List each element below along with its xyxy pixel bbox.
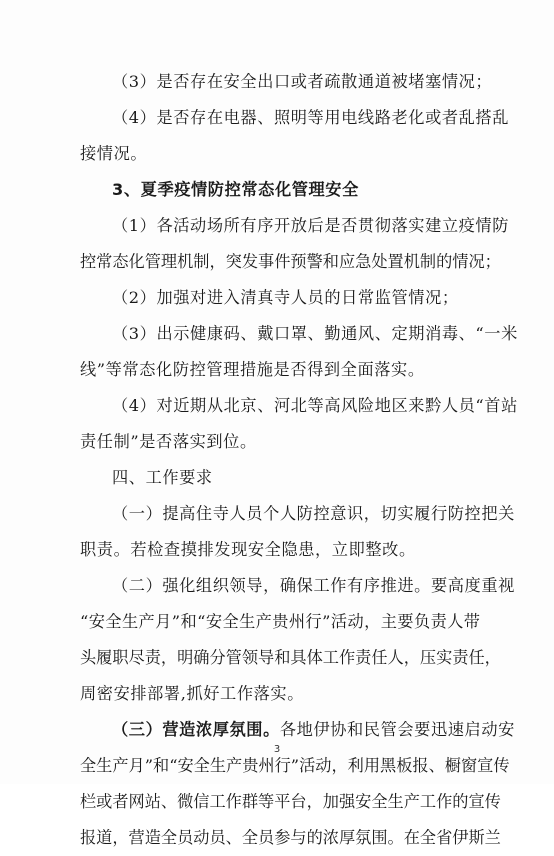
paragraph-text: 各地伊协和民管会要迅速启动安 [279,720,515,739]
text-line: 线”等常态化防控管理措施是否得到全面落实。 [80,360,425,379]
text-line: 职责。若检查摸排发现安全隐患，立即整改。 [80,540,416,559]
text-line: （3）出示健康码、戴口罩、勤通风、定期消毒、“一米 [112,324,518,343]
text-line: 全生产月”和“安全生产贵州行”活动，利用黑板报、橱窗宣传 [80,756,510,775]
page-number: 3 [273,744,281,755]
text-line: 接情况。 [80,144,148,163]
text-line: 责任制”是否落实到位。 [80,432,257,451]
text-line: “安全生产月”和“安全生产贵州行”活动，主要负责人带 [80,612,480,631]
text-line: （一）提高住寺人员个人防控意识，切实履行防控把关 [112,504,515,523]
section-heading: 3、夏季疫情防控常态化管理安全 [112,180,359,199]
text-line [80,712,515,748]
text-line: 头履职尽责，明确分管领导和具体工作责任人，压实责任， [80,648,501,667]
text-line: （1）各活动场所有序开放后是否贯彻落实建立疫情防 [112,216,510,235]
text-line: （4）是否存在电器、照明等用电线路老化或者乱搭乱 [112,108,510,127]
text-line: （3）是否存在安全出口或者疏散通道被堵塞情况； [112,72,493,91]
text-line: （4）对近期从北京、河北等高风险地区来黔人员“首站 [112,396,518,415]
text-line: 周密安排部署,抓好工作落实。 [80,684,304,703]
section-heading: 四、工作要求 [112,468,213,487]
text-line: 报道，营造全员动员、全员参与的浓厚氛围。在全省伊斯兰 [80,828,501,847]
text-line: （二）强化组织领导，确保工作有序推进。要高度重视 [112,576,515,595]
document-body [80,64,518,856]
paragraph-lead: （三）营造浓厚氛围。 [112,720,280,739]
text-line: 控常态化管理机制，突发事件预警和应急处置机制的情况； [80,252,501,271]
text-line: （2）加强对进入清真寺人员的日常监管情况； [112,288,459,307]
text-line: 栏或者网站、微信工作群等平台，加强安全生产工作的宣传 [80,792,501,811]
